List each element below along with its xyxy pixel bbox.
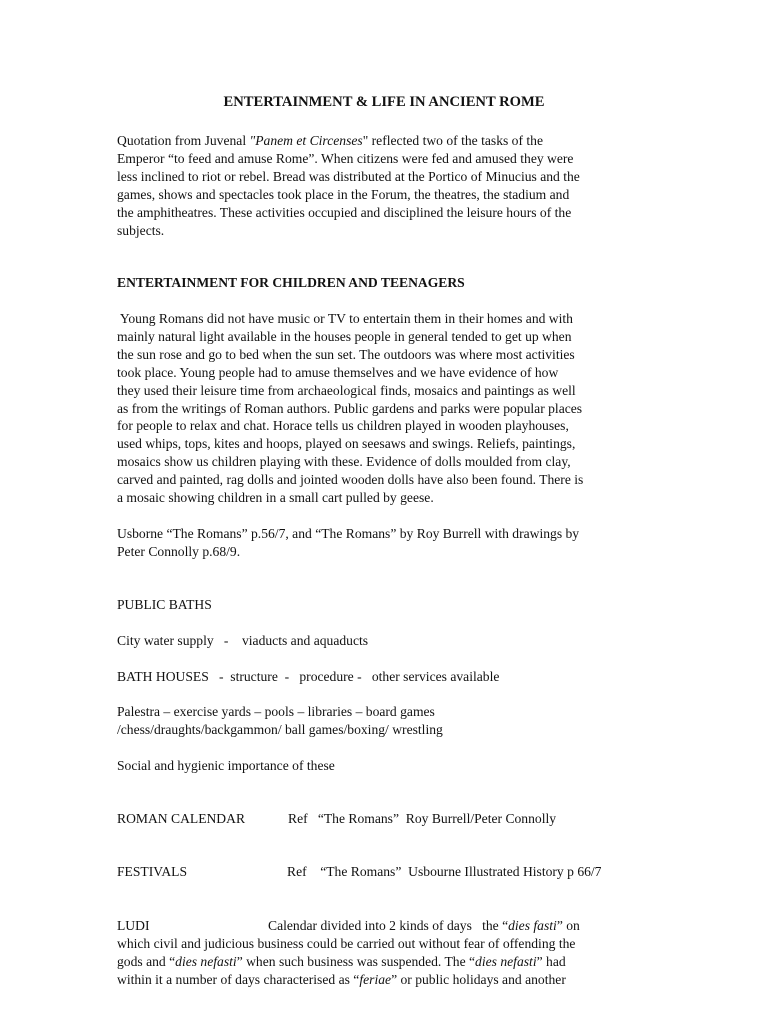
intro-paragraph — [117, 132, 658, 239]
page-title: ENTERTAINMENT & LIFE IN ANCIENT ROME — [223, 94, 545, 110]
paragraph-line: carved and painted, rag dolls and jointed wooden dolls have also been found. There is — [117, 472, 584, 488]
intro-line: Emperor “to feed and amuse Rome”. When citizens were fed and amused they were — [117, 150, 574, 166]
water-supply-line: City water supply - viaducts and aquaducts — [117, 633, 369, 648]
intro-line: subjects. — [117, 222, 165, 238]
intro-line: games, shows and spectacles took place in the Forum, the theatres, the stadium and — [117, 186, 570, 202]
intro-text: " reflected two of the tasks of the — [362, 133, 544, 148]
ludi-text-part: ” or public holidays and another — [391, 971, 566, 987]
reference-paragraph — [117, 525, 658, 561]
palestra-line: Palestra – exercise yards – pools – libraries – board games — [117, 704, 435, 719]
paragraph-line: Young Romans did not have music or TV to entertain them in their homes and with — [117, 311, 573, 326]
intro-text: Quotation from Juvenal — [117, 133, 250, 148]
ludi-text-part: ” on — [556, 918, 580, 933]
ludi-text-part: gods and “ — [117, 953, 176, 969]
ludi-line — [117, 971, 658, 989]
intro-line: less inclined to riot or rebel. Bread was distributed at the Portico of Minucius and the — [117, 168, 580, 184]
section-heading-baths: PUBLIC BATHS — [117, 597, 212, 612]
ludi-text-part: Calendar divided into 2 kinds of days the “ — [268, 918, 509, 933]
paragraph-line: mainly natural light available in the houses people in general tended to get up when — [117, 328, 572, 344]
children-paragraph — [117, 310, 658, 507]
section-heading-children: ENTERTAINMENT FOR CHILDREN AND TEENAGERS — [117, 275, 465, 290]
ludi-first-line — [117, 917, 658, 935]
festivals-label: FESTIVALS — [117, 864, 187, 879]
reference-line: Usborne “The Romans” p.56/7, and “The Romans” by Roy Burrell with drawings by — [117, 526, 580, 541]
latin-term: feriae — [359, 971, 392, 987]
ludi-text-part: within it a number of days characterised as “ — [117, 971, 360, 987]
intro-line: the amphitheatres. These activities occupied and disciplined the leisure hours of the — [117, 204, 572, 220]
latin-term: dies nefasti — [475, 953, 537, 969]
palestra-line: /chess/draughts/backgammon/ ball games/boxing/ wrestling — [117, 721, 443, 737]
latin-quote: "Panem et Circenses — [249, 133, 363, 148]
paragraph-line: the sun rose and go to bed when the sun set. The outdoors was where most activities — [117, 346, 575, 362]
paragraph-line: took place. Young people had to amuse themselves and we have evidence of how — [117, 364, 559, 380]
paragraph-line: as from the writings of Roman authors. Public gardens and parks were popular places — [117, 400, 583, 416]
calendar-label: ROMAN CALENDAR — [117, 811, 246, 826]
ludi-label: LUDI — [117, 918, 150, 933]
paragraph-line: for people to relax and chat. Horace tells us children played in wooden playhouses, — [117, 418, 569, 434]
paragraph-line: used whips, tops, kites and hoops, played on seesaws and swings. Reliefs, paintings, — [117, 436, 576, 452]
social-importance-line: Social and hygienic importance of these — [117, 758, 335, 773]
calendar-reference: Ref “The Romans” Roy Burrell/Peter Connolly — [288, 811, 557, 826]
latin-term: dies fasti — [508, 918, 557, 933]
festivals-reference: Ref “The Romans” Usbourne Illustrated History p 66/7 — [287, 864, 602, 879]
ludi-text — [268, 917, 580, 935]
palestra-paragraph — [117, 703, 658, 739]
paragraph-line: mosaics show us children playing with these. Evidence of dolls moulded from clay, — [117, 454, 571, 470]
bath-houses-line: BATH HOUSES - structure - procedure - other services available — [117, 669, 500, 684]
ludi-line: which civil and judicious business could be carried out without fear of offending the — [117, 935, 576, 951]
intro-line — [117, 132, 658, 150]
ludi-text-part: ” when such business was suspended. The “ — [236, 953, 476, 969]
paragraph-line: a mosaic showing children in a small cart pulled by geese. — [117, 490, 434, 506]
paragraph-line: they used their leisure time from archaeological finds, mosaics and paintings as well — [117, 382, 576, 398]
reference-line: Peter Connolly p.68/9. — [117, 543, 241, 559]
ludi-text-part: ” had — [536, 953, 566, 969]
ludi-line — [117, 953, 658, 971]
latin-term: dies nefasti — [175, 953, 237, 969]
ludi-paragraph — [117, 917, 658, 989]
